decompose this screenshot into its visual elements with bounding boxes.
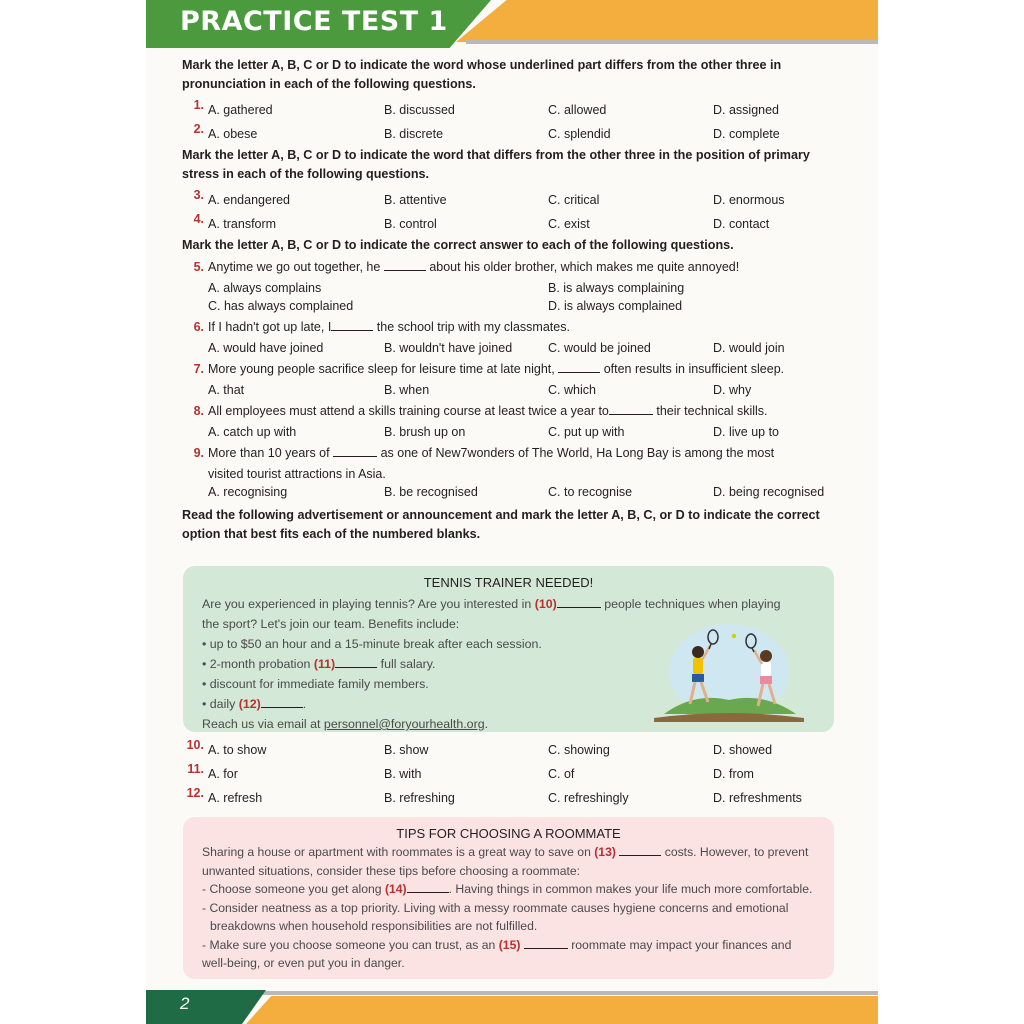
- option-b: B. when: [384, 383, 430, 397]
- option-d: D. assigned: [713, 103, 780, 117]
- option-a: A. endangered: [208, 193, 291, 207]
- question-stem: All employees must attend a skills training course at least twice a year to their technical skills.: [208, 404, 768, 418]
- question-number: 12.: [186, 786, 204, 800]
- option-c: C. refreshingly: [548, 791, 629, 805]
- footer-green-band: [146, 990, 266, 1024]
- option-a: A. always complains: [208, 281, 322, 295]
- footer-orange-band: [246, 996, 878, 1024]
- option-b: B. is always complaining: [548, 281, 685, 295]
- question-9: [182, 441, 842, 501]
- question-stem: If I hadn't got up late, I the school trip with my classmates.: [208, 320, 570, 334]
- option-c: C. splendid: [548, 127, 611, 141]
- option-d: D. from: [713, 767, 754, 781]
- instruction-reading: Read the following advertisement or announcement and mark the letter A, B, C, or D to indicate the correct option that best fits each of the numbered blanks.: [182, 508, 820, 541]
- roommate-tips: [183, 817, 834, 979]
- option-c: C. which: [548, 383, 596, 397]
- option-a: A. refresh: [208, 791, 263, 805]
- option-c: C. put up with: [548, 425, 625, 439]
- option-d: D. is always complained: [548, 299, 683, 313]
- instruction-stress: Mark the letter A, B, C or D to indicate the word that differs from the other three in the position of primary stress in each of the following questions.: [182, 148, 810, 181]
- question-number: 2.: [193, 122, 204, 136]
- option-b: B. refreshing: [384, 791, 455, 805]
- option-a: A. catch up with: [208, 425, 297, 439]
- option-c: C. exist: [548, 217, 590, 231]
- header-banner: [146, 0, 878, 48]
- option-c: C. showing: [548, 743, 610, 757]
- option-d: D. why: [713, 383, 752, 397]
- option-c: C. has always complained: [208, 299, 354, 313]
- question-number: 4.: [193, 212, 204, 226]
- page-number: 2: [180, 994, 190, 1013]
- option-d: D. showed: [713, 743, 773, 757]
- option-d: D. enormous: [713, 193, 785, 207]
- question-number: 9.: [193, 446, 204, 460]
- instruction-pronunciation: Mark the letter A, B, C or D to indicate the word whose underlined part differs from the other three in pronunciation in each of the following questions.: [182, 58, 782, 91]
- workbook-page: [146, 0, 878, 1024]
- option-b: B. discussed: [384, 103, 455, 117]
- option-a: A. would have joined: [208, 341, 324, 355]
- option-c: C. would be joined: [548, 341, 651, 355]
- option-b: B. with: [384, 767, 422, 781]
- advertisement-title: TENNIS TRAINER NEEDED!: [423, 575, 594, 590]
- option-d: D. complete: [713, 127, 780, 141]
- option-c: C. allowed: [548, 103, 607, 117]
- option-a: A. to show: [208, 743, 267, 757]
- question-11: [182, 762, 842, 786]
- question-number: 5.: [193, 260, 204, 274]
- option-a: A. obese: [208, 127, 258, 141]
- question-5: [182, 255, 842, 315]
- option-d: D. contact: [713, 217, 770, 231]
- question-number: 7.: [193, 362, 204, 376]
- option-c: C. to recognise: [548, 485, 633, 499]
- option-b: B. be recognised: [384, 485, 478, 499]
- tips-title: TIPS FOR CHOOSING A ROOMMATE: [396, 826, 621, 841]
- page-title: PRACTICE TEST 1: [180, 6, 448, 37]
- question-1: [182, 98, 842, 122]
- question-number: 6.: [193, 320, 204, 334]
- instruction-correct-answer: Mark the letter A, B, C or D to indicate the correct answer to each of the following questions.: [182, 238, 734, 252]
- option-b: B. attentive: [384, 193, 447, 207]
- question-stem-cont: visited tourist attractions in Asia.: [208, 467, 386, 481]
- question-6: [182, 315, 842, 357]
- email-link[interactable]: personnel@foryourhealth.org: [323, 717, 485, 731]
- question-7: [182, 357, 842, 399]
- question-stem: Anytime we go out together, he about his older brother, which makes me quite annoyed!: [208, 260, 740, 274]
- question-3: [182, 188, 842, 212]
- option-a: A. that: [208, 383, 245, 397]
- question-number: 11.: [187, 762, 204, 776]
- option-b: B. control: [384, 217, 437, 231]
- question-10: [182, 738, 842, 762]
- option-d: D. would join: [713, 341, 785, 355]
- option-d: D. live up to: [713, 425, 780, 439]
- reading-answers: [182, 738, 842, 810]
- option-b: B. wouldn't have joined: [384, 341, 513, 355]
- tips-body: Sharing a house or apartment with roommates is a great way to save on (13) costs. However, to prevent unwanted situations, consider these tips before choosing a roommate: - Choose someone you get along (14) . Having things in common makes your life much more comfortable. - Consider neatness as a top priority. Living with a messy roommate causes hygiene concerns and emotional breakdowns when household responsibilities are not fulfilled. - Make sure you choose someone you can trust, as an (15) roommate may impact your finances and well-being, or even put you in danger.: [202, 845, 813, 970]
- question-stem: More than 10 years of as one of New7wonders of The World, Ha Long Bay is among the most: [208, 446, 775, 460]
- question-number: 3.: [193, 188, 204, 202]
- question-number: 8.: [193, 404, 204, 418]
- tennis-advertisement: [183, 566, 834, 732]
- option-d: D. refreshments: [713, 791, 802, 805]
- question-12: [182, 786, 842, 810]
- tennis-players-illustration: [654, 622, 804, 722]
- option-d: D. being recognised: [713, 485, 825, 499]
- question-number: 10.: [186, 738, 204, 752]
- option-a: A. gathered: [208, 103, 273, 117]
- option-a: A. recognising: [208, 485, 288, 499]
- question-2: [182, 122, 842, 146]
- advertisement-body: Are you experienced in playing tennis? Are you interested in (10) people techniques when playing the sport? Let's join our team. Benefits include: • up to $50 an hour and a 15-minute break after each session. • 2-month probation (11) full salary. • discount for immediate family members. • daily (12) . Reach us via email at personnel@foryourhealth.org.: [202, 597, 781, 731]
- option-a: A. transform: [208, 217, 277, 231]
- footer-gray-line: [256, 991, 878, 995]
- question-4: [182, 212, 842, 236]
- option-c: C. critical: [548, 193, 600, 207]
- question-number: 1.: [193, 98, 204, 112]
- option-a: A. for: [208, 767, 238, 781]
- test-content: [182, 56, 842, 544]
- option-b: B. discrete: [384, 127, 444, 141]
- option-b: B. show: [384, 743, 429, 757]
- header-orange-band: [456, 0, 878, 42]
- option-b: B. brush up on: [384, 425, 466, 439]
- question-8: [182, 399, 842, 441]
- header-gray-line: [466, 40, 878, 44]
- question-stem: More young people sacrifice sleep for leisure time at late night, often results in insufficient sleep.: [208, 362, 785, 376]
- option-c: C. of: [548, 767, 575, 781]
